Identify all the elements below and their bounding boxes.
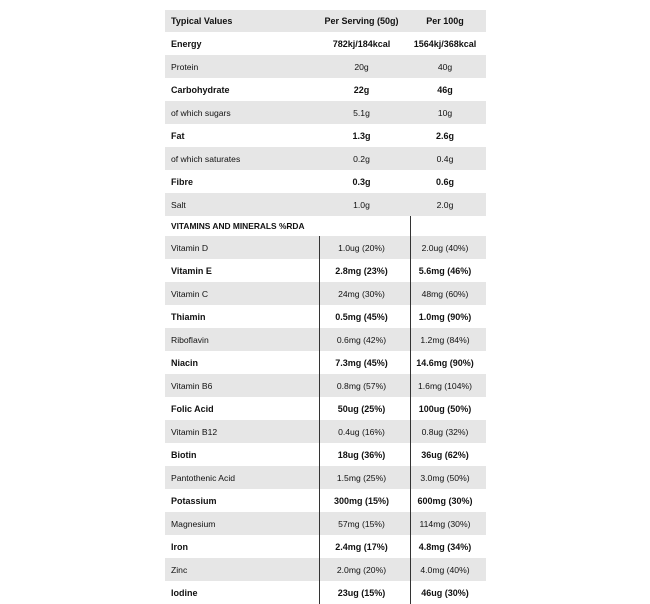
- vitamin-row: [165, 305, 486, 328]
- section-divider: [410, 216, 411, 236]
- per-100g-value: 40g: [437, 61, 453, 72]
- nutrition-table: [165, 10, 486, 604]
- per-100g-value: 114mg (30%): [419, 518, 471, 529]
- per-100g-value: 5.6mg (46%): [418, 265, 472, 276]
- per-100g-value: 1.6mg (104%): [418, 380, 472, 391]
- column-divider-left: [319, 236, 320, 604]
- per-100g-value: 36ug (62%): [421, 449, 469, 460]
- per-100g-value: 1564kj/368kcal: [413, 38, 477, 49]
- per-100g-value: 600mg (30%): [417, 495, 473, 506]
- per-100g-value: 4.8mg (34%): [418, 541, 472, 552]
- per-100g-value: 46g: [437, 84, 453, 95]
- nutrient-name: Fibre: [171, 176, 194, 187]
- nutrition-row: [165, 55, 486, 78]
- per-serving-value: 1.5mg (25%): [336, 472, 387, 483]
- nutrient-name: Potassium: [171, 495, 217, 506]
- per-serving-value: 300mg (15%): [333, 495, 390, 506]
- per-serving-value: 22g: [353, 84, 370, 95]
- nutrition-row: [165, 101, 486, 124]
- per-100g-value: 0.6g: [435, 176, 454, 187]
- vitamin-row: [165, 328, 486, 351]
- nutrient-name: Pantothenic Acid: [171, 472, 236, 483]
- nutrient-name: Riboflavin: [171, 334, 209, 345]
- nutrition-rows: [165, 32, 486, 216]
- per-100g-value: 100ug (50%): [418, 403, 472, 414]
- per-serving-value: 2.8mg (23%): [335, 265, 388, 276]
- nutrient-name: Salt: [171, 199, 186, 210]
- nutrient-name: Vitamin B6: [171, 380, 213, 391]
- per-serving-value: 0.5mg (45%): [335, 311, 388, 322]
- nutrient-name: Vitamin D: [171, 242, 209, 253]
- nutrient-name: Folic Acid: [171, 403, 214, 414]
- per-serving-value: 7.3mg (45%): [335, 357, 388, 368]
- per-100g-value: 0.8ug (32%): [421, 426, 469, 437]
- nutrient-name: of which sugars: [171, 107, 231, 118]
- nutrient-name: Iodine: [171, 587, 198, 598]
- nutrient-name: Vitamin E: [171, 265, 212, 276]
- nutrient-name: Magnesium: [171, 518, 216, 529]
- per-serving-value: 2.0mg (20%): [336, 564, 387, 575]
- nutrition-row: [165, 170, 486, 193]
- per-serving-value: 23ug (15%): [337, 587, 386, 598]
- per-serving-value: 50ug (25%): [337, 403, 386, 414]
- per-100g-value: 10g: [437, 107, 453, 118]
- vitamin-row: [165, 443, 486, 466]
- vitamin-rows: [165, 236, 486, 604]
- vitamin-row: [165, 374, 486, 397]
- per-100g-value: 48mg (60%): [421, 288, 469, 299]
- nutrient-name: Protein: [171, 61, 199, 72]
- vitamin-row: [165, 420, 486, 443]
- per-serving-value: 2.4mg (17%): [335, 541, 388, 552]
- nutrition-row: [165, 124, 486, 147]
- per-serving-value: 20g: [354, 61, 369, 72]
- per-serving-value: 1.3g: [352, 130, 371, 141]
- per-100g-value: 14.6mg (90%): [416, 357, 474, 368]
- nutrient-name: Thiamin: [171, 311, 206, 322]
- per-serving-value: 57mg (15%): [338, 518, 385, 529]
- nutrient-name: Vitamin B12: [171, 426, 218, 437]
- per-serving-value: 0.6mg (42%): [336, 334, 387, 345]
- nutrient-name: Iron: [171, 541, 188, 552]
- per-serving-value: 5.1g: [353, 107, 370, 118]
- nutrient-name: Fat: [171, 130, 185, 141]
- per-serving-value: 1.0g: [353, 199, 370, 210]
- vitamin-row: [165, 397, 486, 420]
- vitamin-row: [165, 489, 486, 512]
- nutrient-name: Carbohydrate: [171, 84, 230, 95]
- per-serving-value: 0.2g: [353, 153, 370, 164]
- per-serving-value: 18ug (36%): [337, 449, 386, 460]
- vitamins-section-title: VITAMINS AND MINERALS %RDA: [171, 221, 305, 231]
- vitamin-row: [165, 466, 486, 489]
- per-serving-value: 0.3g: [352, 176, 371, 187]
- per-100g-value: 46ug (30%): [421, 587, 469, 598]
- nutrient-name: Energy: [171, 38, 202, 49]
- header-per-serving: Per Serving (50g): [324, 16, 399, 26]
- per-100g-value: 2.0g: [436, 199, 454, 210]
- vitamin-row: [165, 282, 486, 305]
- vitamins-section-header: [165, 216, 486, 236]
- nutrient-name: Vitamin C: [171, 288, 209, 299]
- nutrient-name: Niacin: [171, 357, 199, 368]
- per-serving-value: 0.8mg (57%): [336, 380, 387, 391]
- per-100g-value: 1.0mg (90%): [418, 311, 472, 322]
- per-serving-value: 1.0ug (20%): [338, 242, 385, 253]
- nutrition-row: [165, 193, 486, 216]
- vitamin-row: [165, 558, 486, 581]
- per-100g-value: 4.0mg (40%): [420, 564, 470, 575]
- per-serving-value: 24mg (30%): [338, 288, 385, 299]
- vitamin-row: [165, 535, 486, 558]
- nutrition-row: [165, 32, 486, 55]
- header-per-100g: Per 100g: [426, 16, 464, 26]
- per-serving-value: 782kj/184kcal: [332, 38, 391, 49]
- nutrient-name: Zinc: [171, 564, 188, 575]
- vitamin-row: [165, 581, 486, 604]
- per-100g-value: 2.6g: [435, 130, 454, 141]
- per-100g-value: 0.4g: [436, 153, 454, 164]
- vitamin-row: [165, 236, 486, 259]
- vitamin-row: [165, 512, 486, 535]
- per-serving-value: 0.4ug (16%): [338, 426, 385, 437]
- per-100g-value: 2.0ug (40%): [421, 242, 469, 253]
- per-100g-value: 1.2mg (84%): [420, 334, 470, 345]
- vitamin-row: [165, 351, 486, 374]
- nutrition-row: [165, 78, 486, 101]
- header-typical-values: Typical Values: [171, 16, 233, 26]
- nutrient-name: of which saturates: [171, 153, 241, 164]
- table-header: [165, 10, 486, 32]
- nutrient-name: Biotin: [171, 449, 197, 460]
- vitamin-row: [165, 259, 486, 282]
- per-100g-value: 3.0mg (50%): [420, 472, 470, 483]
- vitamins-block: [165, 236, 486, 604]
- column-divider-right: [410, 236, 411, 604]
- nutrition-row: [165, 147, 486, 170]
